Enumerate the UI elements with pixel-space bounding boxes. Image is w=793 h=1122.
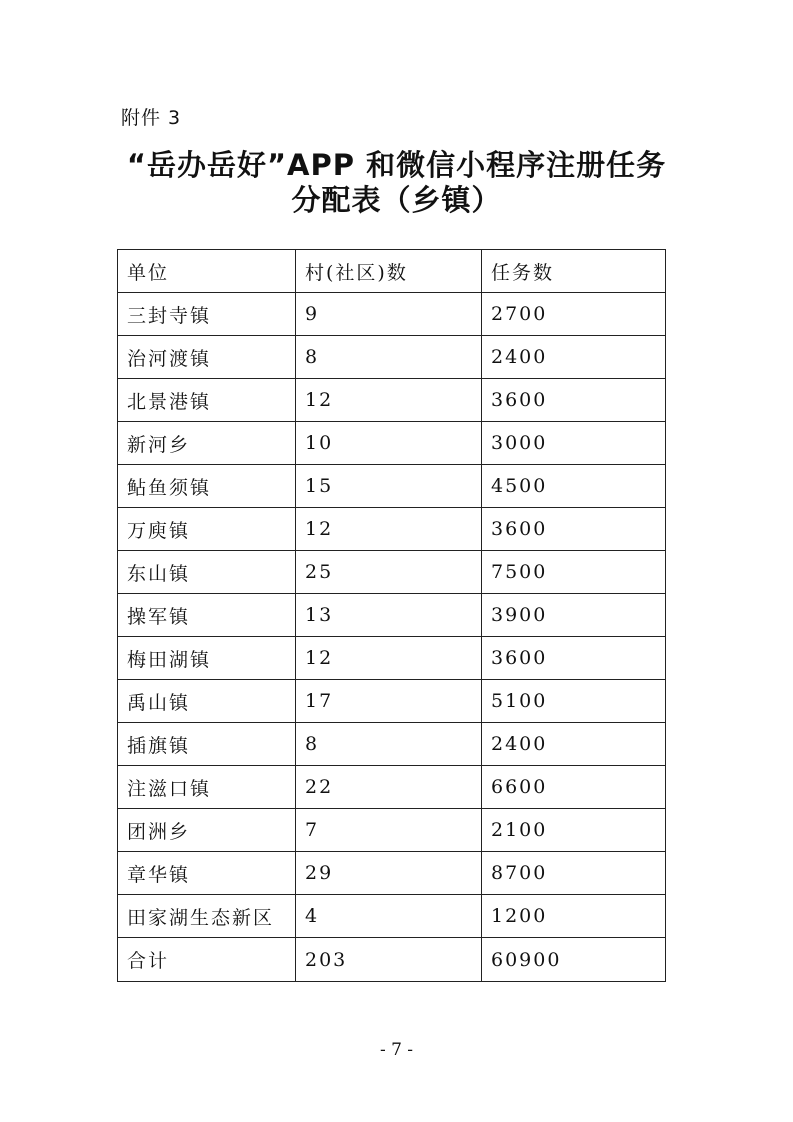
unit-cell: 三封寺镇 [118, 293, 296, 336]
table-row [118, 895, 666, 938]
header-task-count: 任务数 [482, 250, 666, 293]
total-village-count: 203 [296, 938, 482, 982]
table-row [118, 594, 666, 637]
village-count-cell: 22 [296, 766, 482, 809]
task-count-cell: 5100 [482, 680, 666, 723]
task-count-cell: 4500 [482, 465, 666, 508]
village-count-cell: 9 [296, 293, 482, 336]
table-row [118, 809, 666, 852]
village-count-cell: 8 [296, 336, 482, 379]
table-row [118, 293, 666, 336]
village-count-cell: 10 [296, 422, 482, 465]
task-count-cell: 8700 [482, 852, 666, 895]
total-label: 合计 [118, 938, 296, 982]
unit-cell: 禹山镇 [118, 680, 296, 723]
table-row [118, 508, 666, 551]
village-count-cell: 12 [296, 379, 482, 422]
unit-cell: 田家湖生态新区 [118, 895, 296, 938]
village-count-cell: 7 [296, 809, 482, 852]
table-row [118, 336, 666, 379]
unit-cell: 治河渡镇 [118, 336, 296, 379]
village-count-cell: 8 [296, 723, 482, 766]
table-row [118, 465, 666, 508]
unit-cell: 东山镇 [118, 551, 296, 594]
village-count-cell: 13 [296, 594, 482, 637]
document-title-line-2: 分配表（乡镇） [291, 183, 502, 217]
table-row [118, 680, 666, 723]
total-task-count: 60900 [482, 938, 666, 982]
table-row [118, 723, 666, 766]
page-number: - 7 - [379, 1040, 414, 1060]
table-header-row [118, 250, 666, 293]
unit-cell: 万庾镇 [118, 508, 296, 551]
header-unit: 单位 [118, 250, 296, 293]
village-count-cell: 17 [296, 680, 482, 723]
village-count-cell: 25 [296, 551, 482, 594]
task-count-cell: 3600 [482, 637, 666, 680]
unit-cell: 梅田湖镇 [118, 637, 296, 680]
unit-cell: 注滋口镇 [118, 766, 296, 809]
unit-cell: 新河乡 [118, 422, 296, 465]
task-count-cell: 2400 [482, 723, 666, 766]
task-count-cell: 7500 [482, 551, 666, 594]
unit-cell: 插旗镇 [118, 723, 296, 766]
task-count-cell: 2700 [482, 293, 666, 336]
table-row [118, 637, 666, 680]
village-count-cell: 4 [296, 895, 482, 938]
village-count-cell: 15 [296, 465, 482, 508]
task-count-cell: 3600 [482, 508, 666, 551]
task-count-cell: 1200 [482, 895, 666, 938]
header-village-count: 村(社区)数 [296, 250, 482, 293]
attachment-label: 附件 3 [121, 107, 182, 129]
task-allocation-table [117, 249, 666, 982]
table-row [118, 852, 666, 895]
task-count-cell: 6600 [482, 766, 666, 809]
task-count-cell: 2400 [482, 336, 666, 379]
table-total-row [118, 938, 666, 982]
task-count-cell: 2100 [482, 809, 666, 852]
unit-cell: 北景港镇 [118, 379, 296, 422]
village-count-cell: 12 [296, 637, 482, 680]
table-row [118, 766, 666, 809]
table-row [118, 422, 666, 465]
unit-cell: 团洲乡 [118, 809, 296, 852]
task-count-cell: 3000 [482, 422, 666, 465]
village-count-cell: 29 [296, 852, 482, 895]
task-count-cell: 3900 [482, 594, 666, 637]
unit-cell: 操军镇 [118, 594, 296, 637]
task-count-cell: 3600 [482, 379, 666, 422]
unit-cell: 章华镇 [118, 852, 296, 895]
document-title-line-1: “岳办岳好”APP 和微信小程序注册任务 [126, 148, 667, 182]
unit-cell: 鲇鱼须镇 [118, 465, 296, 508]
table-row [118, 379, 666, 422]
village-count-cell: 12 [296, 508, 482, 551]
table-row [118, 551, 666, 594]
